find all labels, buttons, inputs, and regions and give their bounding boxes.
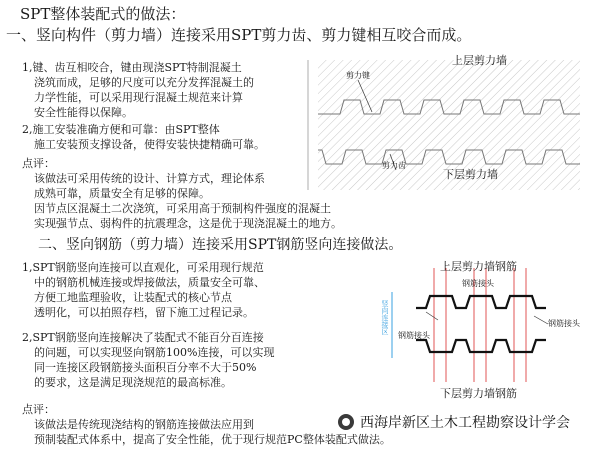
section1-comment (22, 156, 342, 231)
rebar-joint-label: 钢筋接头 (462, 279, 494, 288)
section1-item1 (22, 60, 254, 120)
text-line: 1,键、齿互相咬合，键由现浇SPT特制混凝土 (22, 61, 242, 74)
rebar-joint-label: 钢筋接头 (398, 331, 430, 340)
section1-heading: 一、竖向构件（剪力墙）连接采用SPT剪力齿、剪力键相互咬合而成。 (6, 26, 472, 44)
section1-item2 (22, 122, 265, 152)
section2-comment (22, 402, 391, 447)
leader-line (426, 312, 438, 320)
text-line: 2,SPT钢筋竖向连接解决了装配式不能百分百连接 (22, 331, 264, 344)
section2-heading: 二、竖向钢筋（剪力墙）连接采用SPT钢筋竖向连接做法。 (38, 237, 403, 253)
connection-zone-label: 竖向连接区 (381, 300, 389, 335)
text-line: 中的钢筋机械连接或焊接做法，质量安全可靠、 (34, 276, 265, 289)
text-line: 该做法是传统现浇结构的钢筋连接做法应用到 (34, 418, 254, 431)
text-line: 2,施工安装准确方便和可靠：由SPT整体 (22, 123, 220, 136)
lower-wall-label: 下层剪力墙 (443, 168, 498, 181)
text-line: 的要求，这是满足现浇规范的最高标准。 (34, 376, 232, 389)
text-line: 实现强节点、弱构件的抗震理念，这是优于现浇混凝土的地方。 (34, 217, 342, 230)
text-line: 的问题，可以实现竖向钢筋100%连接，可以实现 (34, 346, 275, 359)
upper-wall-label: 上层剪力墙 (452, 54, 507, 67)
page-title: SPT整体装配式的做法： (20, 5, 186, 23)
text-line: 力学性能，可以采用现行混凝土规范来计算 (34, 91, 243, 104)
text-line: 1,SPT钢筋竖向连接可以直观化，可采用现行规范 (22, 261, 264, 274)
wechat-logo-icon (338, 414, 354, 430)
upper-rebar-label: 上层剪力墙钢筋 (440, 260, 517, 273)
section2-item1 (22, 260, 265, 320)
text-line: 方便工地监理验收，让装配式的核心节点 (34, 291, 232, 304)
text-line: 安全性能得以保障。 (34, 106, 133, 119)
leader-line (534, 316, 548, 324)
watermark (338, 412, 570, 432)
text-line: 浇筑而成，足够的尺度可以充分发挥混凝土的 (34, 76, 254, 89)
text-line: 施工安装预支撑设备，使得安装快捷精确可靠。 (34, 138, 265, 151)
comment-label: 点评： (22, 403, 55, 416)
text-line: 透明化，可以拍照存档，留下施工过程记录。 (34, 306, 254, 319)
shear-tooth-label: 剪力齿 (382, 161, 406, 170)
text-line: 因节点区混凝土二次浇筑，可采用高于预制构件强度的混凝土 (34, 202, 331, 215)
shear-key-label: 剪力键 (346, 71, 370, 80)
text-line: 该做法可采用传统的设计、计算方式，理论体系 (34, 172, 265, 185)
section2-item2 (22, 330, 274, 390)
watermark-text: 西海岸新区土木工程勘察设计学会 (360, 415, 570, 431)
comment-label: 点评： (22, 157, 55, 170)
text-line: 预制装配式体系中，提高了安全性能，优于现行规范PC整体装配式做法。 (34, 433, 391, 446)
lower-rebar-label: 下层剪力墙钢筋 (440, 387, 517, 400)
rebar-joint-label: 钢筋接头 (548, 319, 580, 328)
text-line: 同一连接区段钢筋接头面积百分率不大于50% (34, 361, 257, 374)
text-line: 成熟可靠，质量安全有足够的保障。 (34, 187, 210, 200)
